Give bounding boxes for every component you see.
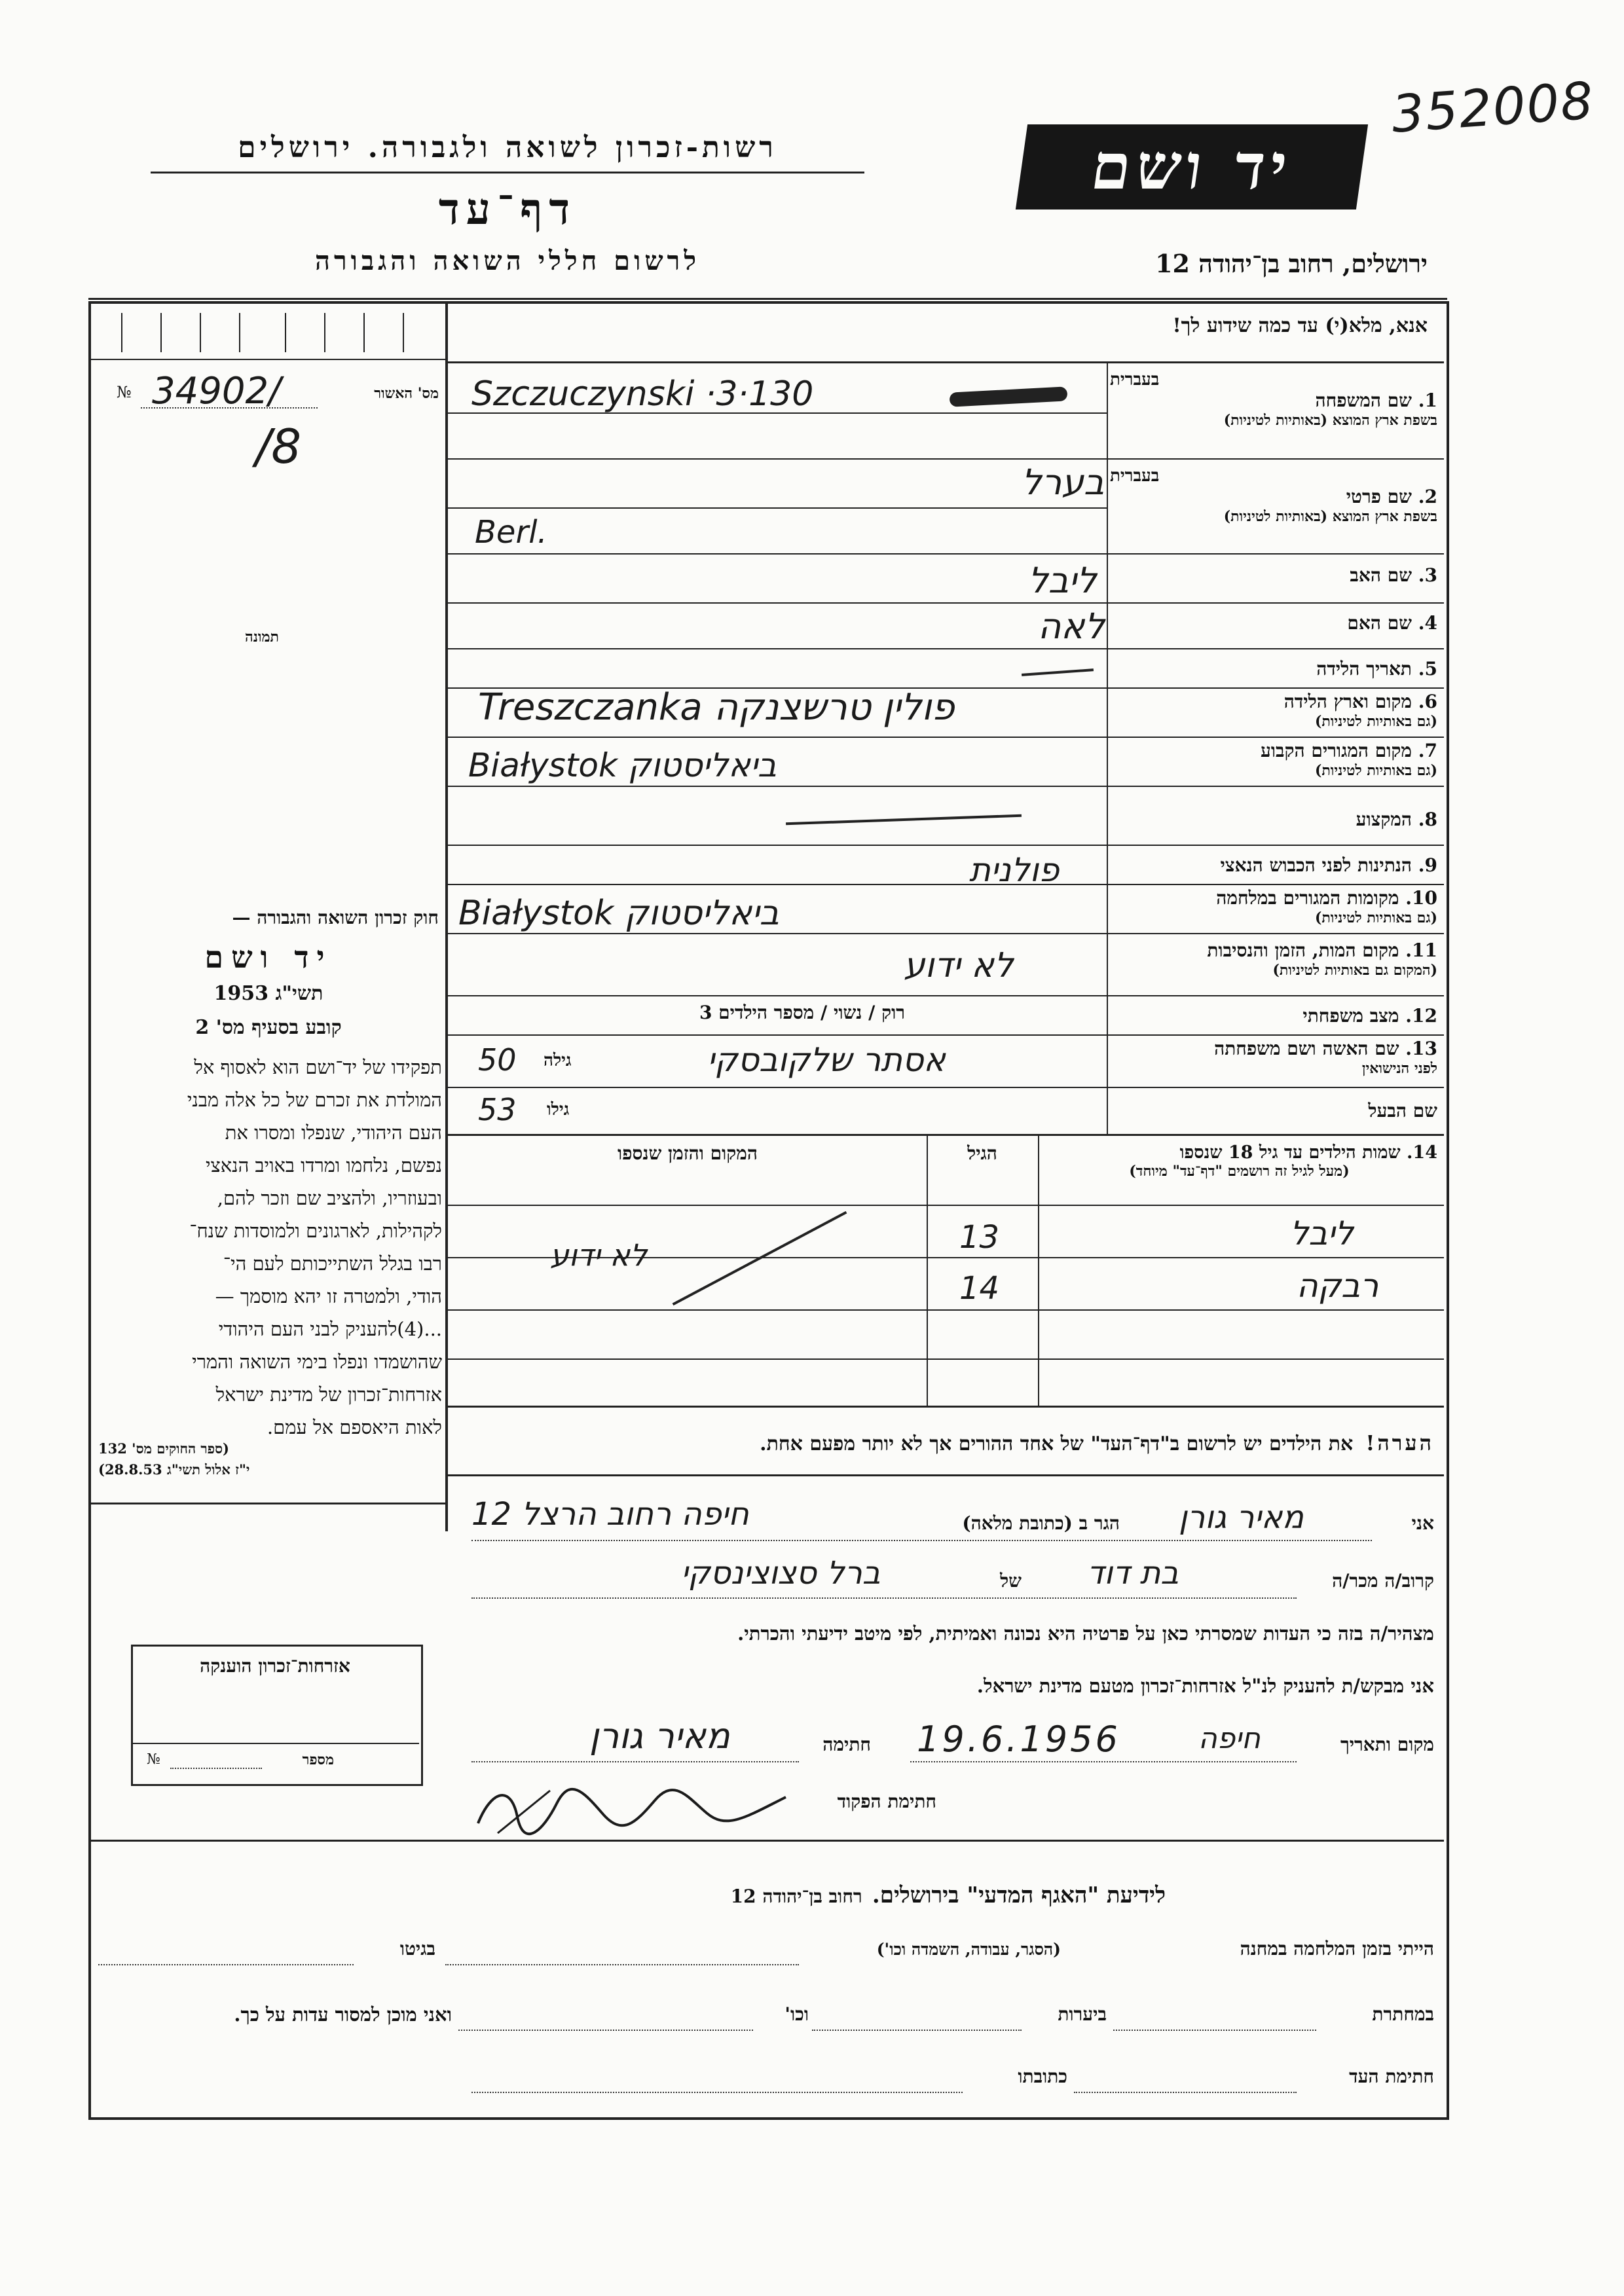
footer-divider <box>91 1840 1444 1842</box>
law-ref-1: (ספר החוקים מס' 132 <box>98 1440 229 1457</box>
citizenship-number-label: מספר <box>302 1751 334 1768</box>
wife-age-label: גילה <box>544 1051 572 1070</box>
form-title: דף־עד <box>438 183 577 234</box>
children-col-place: המקום והזמן שנספו <box>618 1142 758 1164</box>
photo-label: תמונה <box>245 629 279 646</box>
children-col-2 <box>1038 1134 1039 1406</box>
footer-line2-d: ואני מוכן למסור עדות על כך. <box>234 2003 452 2026</box>
archive-number: 352008 <box>1390 71 1596 145</box>
field-8: 8. המקצוע <box>1356 809 1437 830</box>
value-death: לא ידוע <box>904 946 1014 985</box>
husband-age-label: גילו <box>547 1100 570 1120</box>
instruction: אנא, מלא(י) עד כמה שידוע לך! <box>1172 314 1428 337</box>
value-wife-age: 50 <box>478 1042 517 1078</box>
declarant: מאיר גורן <box>1179 1499 1304 1536</box>
value-first-name: Berl. <box>475 514 547 551</box>
value-birthplace: Treszczanka פולין טרשצנקה <box>478 686 955 729</box>
law-ref-2: י"ז אלול תשי"ג 28.8.53) <box>98 1461 250 1478</box>
law-year: תשי"ג 1953 <box>213 982 323 1005</box>
footer-line3-a: חתימת העד <box>1349 2066 1434 2087</box>
child-age-2: 14 <box>959 1270 1000 1307</box>
field-1-label: שם המשפחה <box>1315 390 1412 411</box>
field-12: 12. מצב משפחתי <box>1302 1005 1437 1027</box>
law-section: קובע בסעיף מס' 2 <box>195 1016 342 1039</box>
children-header: 14. שמות הילדים עד גיל 18 שנספו (מעל לגיל זה רושמים "דף־עד" מיוחד) <box>1129 1142 1437 1180</box>
logo-text: יד ושם <box>1086 130 1297 204</box>
field-1: בעברית 1. שם המשפחה בשפת ארץ המוצא (באותיות לטיניות) <box>1110 370 1437 429</box>
decl-line4: אני מבקש/ת להעניק לנ"ל אזרחות־זכרון מטעם מדינת ישראל. <box>976 1675 1434 1697</box>
form-subtitle: לרשום חללי השואה והגבורה <box>314 246 701 276</box>
decl-line1-prefix: אני <box>1411 1512 1434 1534</box>
note <box>458 1430 1434 1455</box>
org-underline <box>151 172 864 173</box>
header-address: ירושלים, רחוב בן־יהודה 12 <box>1155 249 1428 278</box>
yad-vashem-logo <box>1016 124 1368 210</box>
footer-title: לידיעת "האגף המדעי" בירושלים. <box>872 1882 1166 1908</box>
value-wife-name: אסתר שלקובסקי <box>707 1041 946 1079</box>
footer-title-row <box>458 1882 1166 1908</box>
law-title: חוק זכרון השואה והגבורה — <box>232 907 439 928</box>
field-13: 13. שם האשה ושם משפחתה לפני הנישואין <box>1214 1038 1437 1077</box>
officer-signature-scribble <box>471 1777 799 1836</box>
signature-label: חתימה <box>822 1734 871 1755</box>
field-9: 9. הנתינות לפני הכבוש הנאצי <box>1220 854 1437 876</box>
place: חיפה <box>1198 1722 1261 1755</box>
left-column-divider <box>445 304 448 1531</box>
footer-line1-a: הייתי בזמן המלחמה במחנה <box>1240 1938 1434 1959</box>
field-4: 4. שם האם <box>1347 612 1437 634</box>
citizenship-box-divider <box>133 1743 419 1744</box>
field-3: 3. שם האב <box>1350 564 1437 586</box>
value-father: ליבל <box>1028 560 1097 601</box>
child-place-1: לא ידוע <box>550 1237 648 1273</box>
declarant-address: חיפה רחוב הרצל 12 <box>471 1496 749 1533</box>
value-wartime-residence: Białystok ביאליסטוק <box>458 894 779 933</box>
children-header-line <box>445 1205 1444 1206</box>
value-marital: רוק / נשוי / מספר הילדים 3 <box>699 1002 906 1023</box>
child-age-1: 13 <box>959 1219 1000 1256</box>
signature: מאיר גורן <box>589 1715 730 1757</box>
field-6: 6. מקום וארץ הלידה (גם באותיות לטיניות) <box>1283 691 1437 730</box>
field-5: 5. תאריך הלידה <box>1316 658 1437 680</box>
officer-label: חתימת הפקוד <box>837 1791 936 1812</box>
value-first-name-heb: בערל <box>1022 462 1105 503</box>
value-husband-age: 53 <box>478 1092 517 1127</box>
approval-value-2: /8 <box>255 419 302 474</box>
org-line: רשות-זכרון לשואה ולגבורה. ירושלים <box>238 131 777 164</box>
left-bottom-line <box>91 1503 445 1504</box>
decl-line2-prefix: קרוב/ה מכר/ה <box>1332 1570 1434 1592</box>
footer-line2-c: וכו' <box>784 2003 809 2025</box>
field-2-label: שם פרטי <box>1346 486 1412 507</box>
of-whom: ברל סצוצינסקי <box>681 1555 881 1592</box>
left-header-line <box>91 359 445 360</box>
field-7: 7. מקום המגורים הקבוע (גם באותיות לטיניות) <box>1261 740 1437 779</box>
children-col-1 <box>927 1134 928 1406</box>
field-2: בעברית 2. שם פרטי בשפת ארץ המוצא (באותיות לטיניות) <box>1110 466 1437 525</box>
note-text: את הילדים יש לרשום ב"דף־העד" של אחד ההורים אך לא יותר מפעם אחת. <box>760 1432 1354 1455</box>
note-line <box>445 1474 1444 1476</box>
place-date-label: מקום ותאריך <box>1340 1734 1434 1755</box>
citizenship-number-prefix: № <box>147 1751 160 1768</box>
field-10: 10. מקומות המגורים במלחמה (גם באותיות לטיניות) <box>1216 887 1437 926</box>
frame-top-extra <box>88 298 1447 300</box>
footer-line3-b: כתובתו <box>1018 2066 1067 2087</box>
relation: בת דוד <box>1087 1555 1179 1592</box>
decl-line3: מצהיר/ה בזה כי העדות שמסרתי כאן על פרטיה היא נכונה ואמיתית, לפי מיטב ידיעתי והכרתי. <box>737 1622 1434 1645</box>
child-name-1: ליבל <box>1290 1214 1354 1252</box>
law-text: תפקידו של יד־ושם הוא לאסוף אל המולדת את זכרם של כל אלה מבני העם היהודי, שנפלו ומסרו את נפשם, נלחמו ומרדו באויב הנאצי ובעוזריו, ולהציב שם וזכר להם, לקהילות, לארגונים ולמוסדות שנח־ רבו בגלל השתייכותם לעם הי־ הודי, ולמטרה זו יהא מוסמך — ...(4)להעניק לבני העם היהודי שהושמדו ונפלו בימי השואה והמרי אזרחות־זכרון של מדינת ישראל לאות היאספם אל עמם. <box>187 1056 442 1438</box>
value-citizenship: פולנית <box>969 851 1060 889</box>
decl-line1-mid: הגר ב (כתובת מלאה) <box>962 1512 1120 1534</box>
child-name-2: רבקה <box>1297 1267 1379 1305</box>
value-residence: Białystok ביאליסטוק <box>468 746 777 784</box>
instruction-line <box>445 361 1444 363</box>
approval-dots <box>141 407 318 409</box>
footer-line1-b: (הסגר, עבודה, השמדה וכו') <box>876 1940 1061 1959</box>
footer-line1-c: בגיטו <box>399 1938 435 1959</box>
citizenship-box-title: אזרחות־זכרון הוענקה <box>200 1655 350 1677</box>
value-mother: לאה <box>1038 606 1105 647</box>
decl-line2-mid: של <box>1000 1570 1022 1592</box>
footer-line2-b: ביערות <box>1058 2003 1107 2025</box>
footer-address: רחוב בן־יהודה 12 <box>730 1886 862 1907</box>
approval-prefix: № <box>117 383 132 401</box>
field-husband: שם הבעל <box>1368 1100 1437 1121</box>
label-column-divider <box>1107 361 1108 1134</box>
approval-label: מס' האשור <box>374 385 439 402</box>
field-11: 11. מקום המות, הזמן והנסיבות (המקום גם באותיות לטיניות) <box>1207 939 1437 979</box>
citizenship-number-dots <box>170 1768 262 1769</box>
id-ticks <box>95 306 442 359</box>
field-1-heb-tag: בעברית <box>1110 370 1160 390</box>
children-bottom <box>445 1406 1444 1408</box>
value-family-name: Szczuczynski ·3·130 <box>471 374 814 414</box>
approval-value: 34902/ <box>152 370 282 412</box>
date: 19.6.1956 <box>917 1719 1120 1760</box>
children-col-age: הגיל <box>967 1142 997 1164</box>
footer-line2-a: במחתרת <box>1372 2003 1434 2025</box>
law-name: יד ושם <box>204 939 333 975</box>
note-label: הערה! <box>1365 1430 1434 1455</box>
